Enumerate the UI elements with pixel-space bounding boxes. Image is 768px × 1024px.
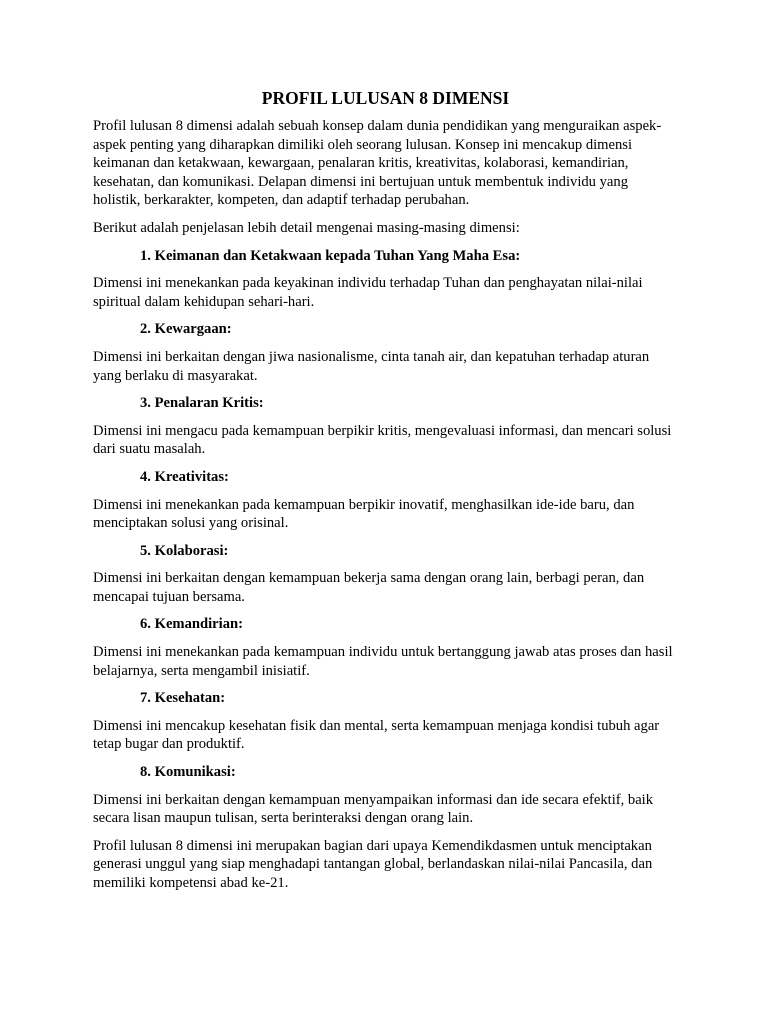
section-heading-2: 2. Kewargaan: — [140, 321, 232, 338]
section-text-7: Dimensi ini mencakup kesehatan fisik dan mental, serta kemampuan menjaga kondisi tubuh agar tetap bugar dan produktif. — [93, 717, 660, 753]
document-page — [93, 86, 678, 902]
page-title: PROFIL LULUSAN 8 DIMENSI — [261, 88, 510, 108]
section-text-4: Dimensi ini menekankan pada kemampuan berpikir inovatif, menghasilkan ide-ide baru, dan menciptakan solusi yang orisinal. — [93, 496, 635, 532]
section-heading-8: 8. Komunikasi: — [140, 764, 236, 781]
closing-paragraph: Profil lulusan 8 dimensi ini merupakan bagian dari upaya Kemendikdasmen untuk menciptakan generasi unggul yang siap menghadapi tantangan global, berlandaskan nilai-nilai Pancasila, dan memiliki kompetensi abad ke-21. — [93, 837, 653, 891]
section-text-1: Dimensi ini menekankan pada keyakinan individu terhadap Tuhan dan penghayatan nilai-nilai spiritual dalam kehidupan sehari-hari. — [93, 275, 643, 310]
lead-paragraph: Berikut adalah penjelasan lebih detail mengenai masing-masing dimensi: — [93, 219, 520, 236]
intro-paragraph: Profil lulusan 8 dimensi adalah sebuah konsep dalam dunia pendidikan yang menguraikan aspek-aspek penting yang diharapkan dimiliki oleh seorang lulusan. Konsep ini mencakup dimensi keimanan dan ketakwaan, kewargaan, penalaran kritis, kreativitas, kolaborasi, kemandirian, kesehatan, dan komunikasi. Delapan dimensi ini bertujuan untuk membentuk individu yang holistik, berkarakter, kompeten, dan adaptif terhadap perubahan. — [93, 118, 662, 209]
section-heading-5: 5. Kolaborasi: — [140, 542, 229, 559]
section-text-6: Dimensi ini menekankan pada kemampuan individu untuk bertanggung jawab atas proses dan hasil belajarnya, serta mengambil inisiatif. — [93, 644, 673, 679]
section-text-2: Dimensi ini berkaitan dengan jiwa nasionalisme, cinta tanah air, dan kepatuhan terhadap aturan yang berlaku di masyarakat. — [93, 348, 650, 384]
section-text-8: Dimensi ini berkaitan dengan kemampuan menyampaikan informasi dan ide secara efektif, baik secara lisan maupun tulisan, serta berinteraksi dengan orang lain. — [93, 791, 654, 827]
section-text-5: Dimensi ini berkaitan dengan kemampuan bekerja sama dengan orang lain, berbagi peran, dan mencapai tujuan bersama. — [93, 570, 645, 605]
section-heading-4: 4. Kreativitas: — [140, 468, 229, 485]
section-heading-7: 7. Kesehatan: — [140, 690, 226, 707]
section-text-3: Dimensi ini mengacu pada kemampuan berpikir kritis, mengevaluasi informasi, dan mencari solusi dari suatu masalah. — [93, 422, 672, 458]
section-heading-1: 1. Keimanan dan Ketakwaan kepada Tuhan Yang Maha Esa: — [140, 247, 521, 264]
section-heading-6: 6. Kemandirian: — [140, 616, 243, 633]
section-heading-3: 3. Penalaran Kritis: — [140, 395, 264, 412]
